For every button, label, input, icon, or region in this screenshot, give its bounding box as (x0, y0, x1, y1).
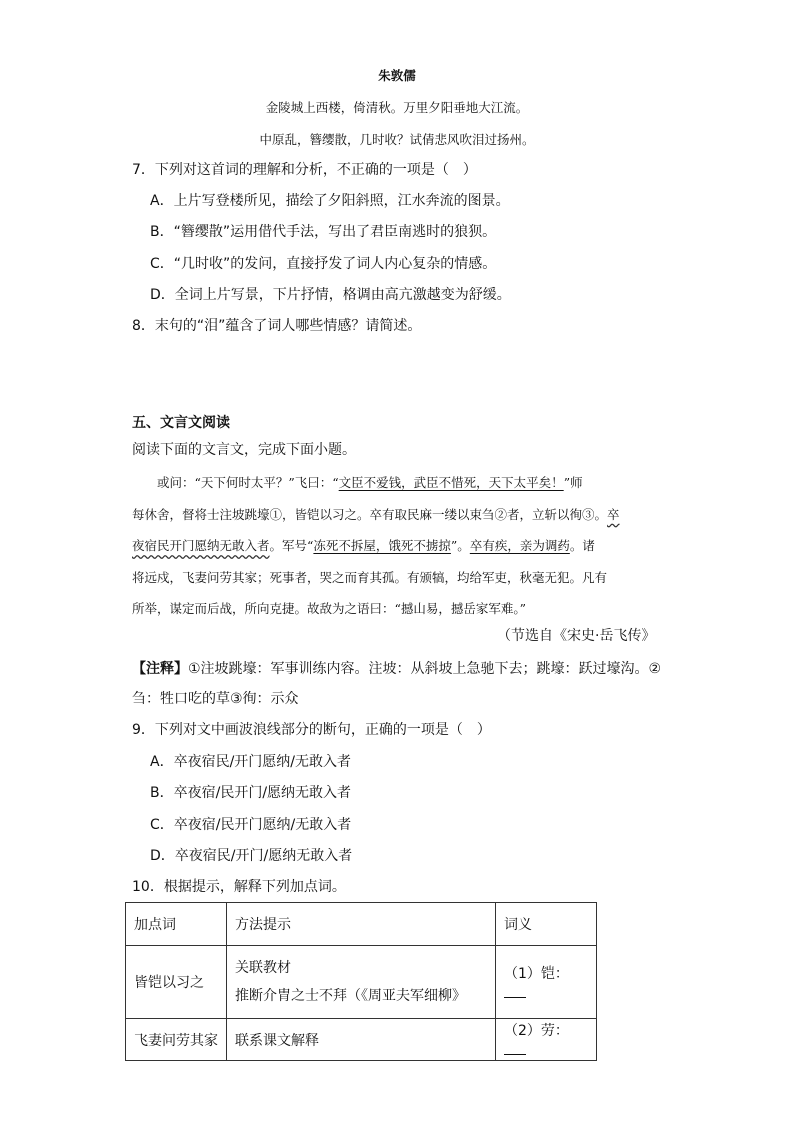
answer-blank[interactable] (504, 983, 526, 998)
question-7-option-c: C．“几时收”的发问，直接抒发了词人内心复杂的情感。 (150, 256, 497, 272)
table-header-cell: 方法提示 (227, 903, 496, 946)
notes-line-2: 刍：牲口吃的草③徇：示众 (132, 691, 299, 707)
question-7-stem: 7．下列对这首词的理解和分析，不正确的一项是（ ） (132, 162, 477, 178)
table-cell-word: 飞妻问劳其家 (126, 1019, 227, 1061)
table-header-cell: 词义 (496, 903, 597, 946)
question-9-stem: 9．下列对文中画波浪线部分的断句，正确的一项是（ ） (132, 722, 491, 738)
question-7-option-a: A．上片写登楼所见，描绘了夕阳斜照，江水奔流的图景。 (150, 193, 510, 209)
poem-line-1: 金陵城上西楼，倚清秋。万里夕阳垂地大江流。 (265, 100, 529, 115)
passage-line-5: 所举，谋定而后战，所向克捷。故敌为之语曰：“撼山易，撼岳家军难。” (132, 601, 527, 616)
question-10-table (125, 902, 597, 1061)
question-7-option-d: D．全词上片写景，下片抒情，格调由高亢激越变为舒缓。 (150, 287, 511, 303)
answer-blank[interactable] (504, 1040, 526, 1055)
passage-source: （节选自《宋史·岳飞传》 (497, 628, 656, 644)
table-cell-meaning: （1）铠： (496, 946, 597, 1019)
notes-label: 【注释】 (132, 661, 188, 677)
question-10-stem: 10．根据提示，解释下列加点词。 (132, 879, 346, 895)
passage-line-3: 夜宿民开门愿纳无敢入者。军号“冻死不拆屋，饿死不掳掠”。卒有疾，亲为调药。诸 (132, 538, 595, 553)
table-header-row (126, 903, 597, 946)
question-9-option-a: A．卒夜宿民/开门愿纳/无敢入者 (150, 754, 352, 770)
wavy-underline-segment: 夜宿民开门愿纳无敢入者 (132, 538, 270, 553)
section-5-instruction: 阅读下面的文言文，完成下面小题。 (132, 442, 356, 458)
poem-author: 朱敦儒 (378, 68, 416, 83)
underlined-quote-1: 文臣不爱钱，武臣不惜死，天下太平矣！ (338, 475, 564, 490)
table-cell-meaning: （2）劳： (496, 1019, 597, 1061)
question-9-option-b: B．卒夜宿/民开门/愿纳无敢入者 (150, 785, 352, 801)
table-cell-word: 皆铠以习之 (126, 946, 227, 1019)
question-7-option-b: B．“簪缨散”运用借代手法，写出了君臣南逃时的狼狈。 (150, 224, 497, 240)
underlined-quote-2: 冻死不拆屋，饿死不掳掠 (313, 538, 451, 553)
underlined-quote-3: 卒有疾，亲为调药 (469, 538, 570, 553)
question-9-option-c: C．卒夜宿/民开门愿纳/无敢入者 (150, 817, 352, 833)
notes-line-1: 【注释】①注坡跳壕：军事训练内容。注坡：从斜坡上急驰下去；跳壕：跃过壕沟。② (132, 661, 662, 677)
table-cell-hint: 联系课文解释 (227, 1019, 496, 1061)
table-header-cell: 加点词 (126, 903, 227, 946)
table-row (126, 946, 597, 1019)
table-row (126, 1019, 597, 1061)
section-5-heading: 五、文言文阅读 (132, 415, 230, 431)
passage-line-1: 或问：“天下何时太平？”飞曰：“文臣不爱钱，武臣不惜死，天下太平矣！”师 (132, 475, 583, 490)
question-9-option-d: D．卒夜宿民/开门/愿纳无敢入者 (150, 848, 353, 864)
poem-line-2: 中原乱，簪缨散，几时收？试倩悲风吹泪过扬州。 (259, 132, 535, 147)
question-8-stem: 8．末句的“泪”蕴含了词人哪些情感？请简述。 (132, 318, 422, 334)
wavy-underline-start: 卒 (607, 506, 620, 522)
table-cell-hint: 关联教材 推断介胄之士不拜（《周亚夫军细柳》 (227, 946, 496, 1019)
passage-line-2: 每休舍，督将士注坡跳壕①，皆铠以习之。卒有取民麻一缕以束刍②者，立斩以徇③。卒 (132, 506, 620, 522)
passage-line-4: 将远戍，飞妻问劳其家；死事者，哭之而育其孤。有颁犒，均给军吏，秋毫无犯。凡有 (132, 569, 608, 585)
classical-passage (132, 467, 662, 625)
